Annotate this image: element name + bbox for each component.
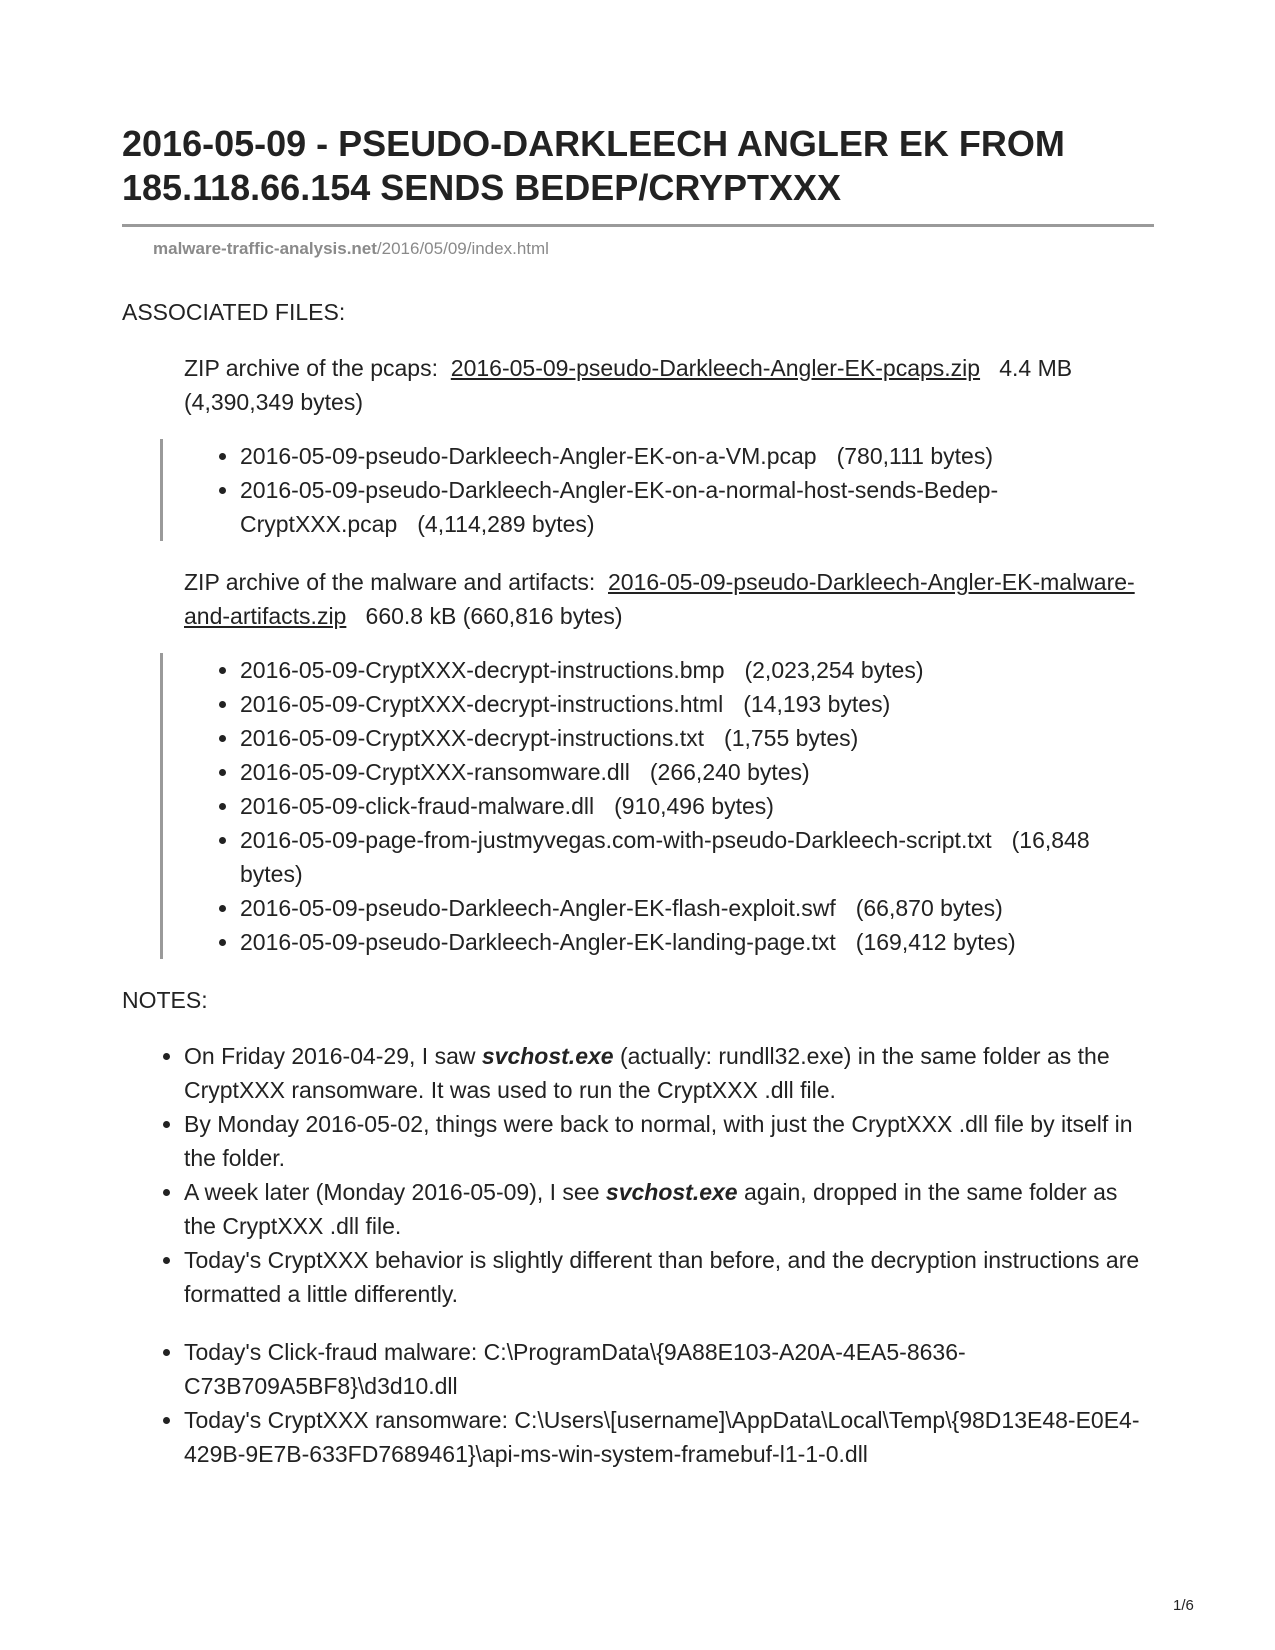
list-item [240, 687, 1152, 721]
source-path: /2016/05/09/index.html [376, 239, 549, 258]
source-url[interactable] [153, 239, 1152, 259]
file-name: 2016-05-09-pseudo-Darkleech-Angler-EK-on-a-normal-host-sends-Bedep-CryptXXX.pcap [240, 477, 999, 537]
file-size: (910,496 bytes) [614, 793, 774, 819]
note-item [184, 1243, 1152, 1311]
file-name: 2016-05-09-pseudo-Darkleech-Angler-EK-landing-page.txt [240, 929, 836, 955]
list-item [240, 925, 1152, 959]
notes-paths-list [122, 1335, 1152, 1471]
page-number: 1/6 [1173, 1597, 1194, 1614]
note-item [184, 1175, 1152, 1243]
file-size: (4,114,289 bytes) [417, 511, 595, 537]
pcaps-file-block [184, 439, 1152, 541]
note-keyword: svchost.exe [605, 1179, 738, 1205]
title-divider [122, 224, 1154, 227]
note-text: Today's CryptXXX behavior is slightly different than before, and the decryption instructions are formatted a little differently. [184, 1247, 1140, 1307]
malware-zip-label: ZIP archive of the malware and artifacts: [184, 569, 596, 595]
file-name: 2016-05-09-page-from-justmyvegas.com-with-pseudo-Darkleech-script.txt [240, 827, 992, 853]
malware-file-quote [160, 653, 1152, 959]
file-size: (16,848 bytes) [240, 827, 1090, 887]
source-domain: malware-traffic-analysis.net [153, 239, 377, 258]
pcaps-zip-label: ZIP archive of the pcaps: [184, 355, 438, 381]
note-item [184, 1335, 1152, 1403]
list-item [240, 823, 1152, 891]
file-size: (66,870 bytes) [855, 895, 1003, 921]
file-name: 2016-05-09-pseudo-Darkleech-Angler-EK-flash-exploit.swf [240, 895, 836, 921]
note-text: Today's Click-fraud malware: C:\ProgramData\{9A88E103-A20A-4EA5-8636-C73B709A5BF8}\d3d10.dll [184, 1339, 966, 1399]
file-name: 2016-05-09-CryptXXX-decrypt-instructions.html [240, 691, 724, 717]
notes-heading: NOTES: [122, 987, 208, 1013]
note-item [184, 1039, 1152, 1107]
note-keyword: svchost.exe [481, 1043, 614, 1069]
file-size: (780,111 bytes) [836, 443, 993, 469]
note-text: A week later (Monday 2016-05-09), I see [184, 1179, 606, 1205]
list-item [240, 755, 1152, 789]
list-item [240, 653, 1152, 687]
file-name: 2016-05-09-CryptXXX-decrypt-instructions.bmp [240, 657, 725, 683]
note-text: again, dropped in the same folder as the CryptXXX .dll file. [184, 1179, 1118, 1239]
list-item [240, 721, 1152, 755]
list-item [240, 789, 1152, 823]
list-item [240, 439, 1152, 473]
note-text: On Friday 2016-04-29, I saw [184, 1043, 482, 1069]
file-size: (266,240 bytes) [649, 759, 810, 785]
file-size: (14,193 bytes) [743, 691, 891, 717]
note-text: Today's CryptXXX ransomware: C:\Users\[username]\AppData\Local\Temp\{98D13E48-E0E4-429B-9E7B-633FD7689461}\api-ms-win-system-framebuf-l1-1-0.dll [184, 1407, 1140, 1467]
page-title: 2016-05-09 - PSEUDO-DARKLEECH ANGLER EK FROM 185.118.66.154 SENDS BEDEP/CRYPTXXX [122, 123, 1065, 208]
malware-file-block [184, 653, 1152, 959]
pcaps-file-quote [160, 439, 1152, 541]
file-name: 2016-05-09-CryptXXX-decrypt-instructions.txt [240, 725, 705, 751]
document-page [122, 122, 1152, 1471]
note-item [184, 1107, 1152, 1175]
list-item [240, 891, 1152, 925]
file-name: 2016-05-09-pseudo-Darkleech-Angler-EK-on-a-VM.pcap [240, 443, 817, 469]
malware-zip-line [184, 565, 1152, 633]
associated-files-heading: ASSOCIATED FILES: [122, 299, 346, 325]
file-size: (2,023,254 bytes) [744, 657, 924, 683]
pcaps-zip-line [184, 351, 1152, 419]
file-size: (1,755 bytes) [724, 725, 859, 751]
file-name: 2016-05-09-click-fraud-malware.dll [240, 793, 595, 819]
malware-zip-link[interactable]: 2016-05-09-pseudo-Darkleech-Angler-EK-malware-and-artifacts.zip [184, 569, 1135, 629]
pcaps-zip-size: 4.4 MB (4,390,349 bytes) [184, 355, 1073, 415]
pcaps-file-list [187, 439, 1152, 541]
notes-list [122, 1039, 1152, 1311]
pcaps-zip-link[interactable]: 2016-05-09-pseudo-Darkleech-Angler-EK-pcaps.zip [450, 355, 981, 381]
note-item [184, 1403, 1152, 1471]
note-text: By Monday 2016-05-02, things were back to normal, with just the CryptXXX .dll file by itself in the folder. [184, 1111, 1133, 1171]
list-item [240, 473, 1152, 541]
file-size: (169,412 bytes) [855, 929, 1016, 955]
file-name: 2016-05-09-CryptXXX-ransomware.dll [240, 759, 630, 785]
malware-zip-size: 660.8 kB (660,816 bytes) [365, 603, 623, 629]
note-text: (actually: rundll32.exe) in the same folder as the CryptXXX ransomware. It was used to run the CryptXXX .dll file. [184, 1043, 1110, 1103]
malware-file-list [187, 653, 1152, 959]
